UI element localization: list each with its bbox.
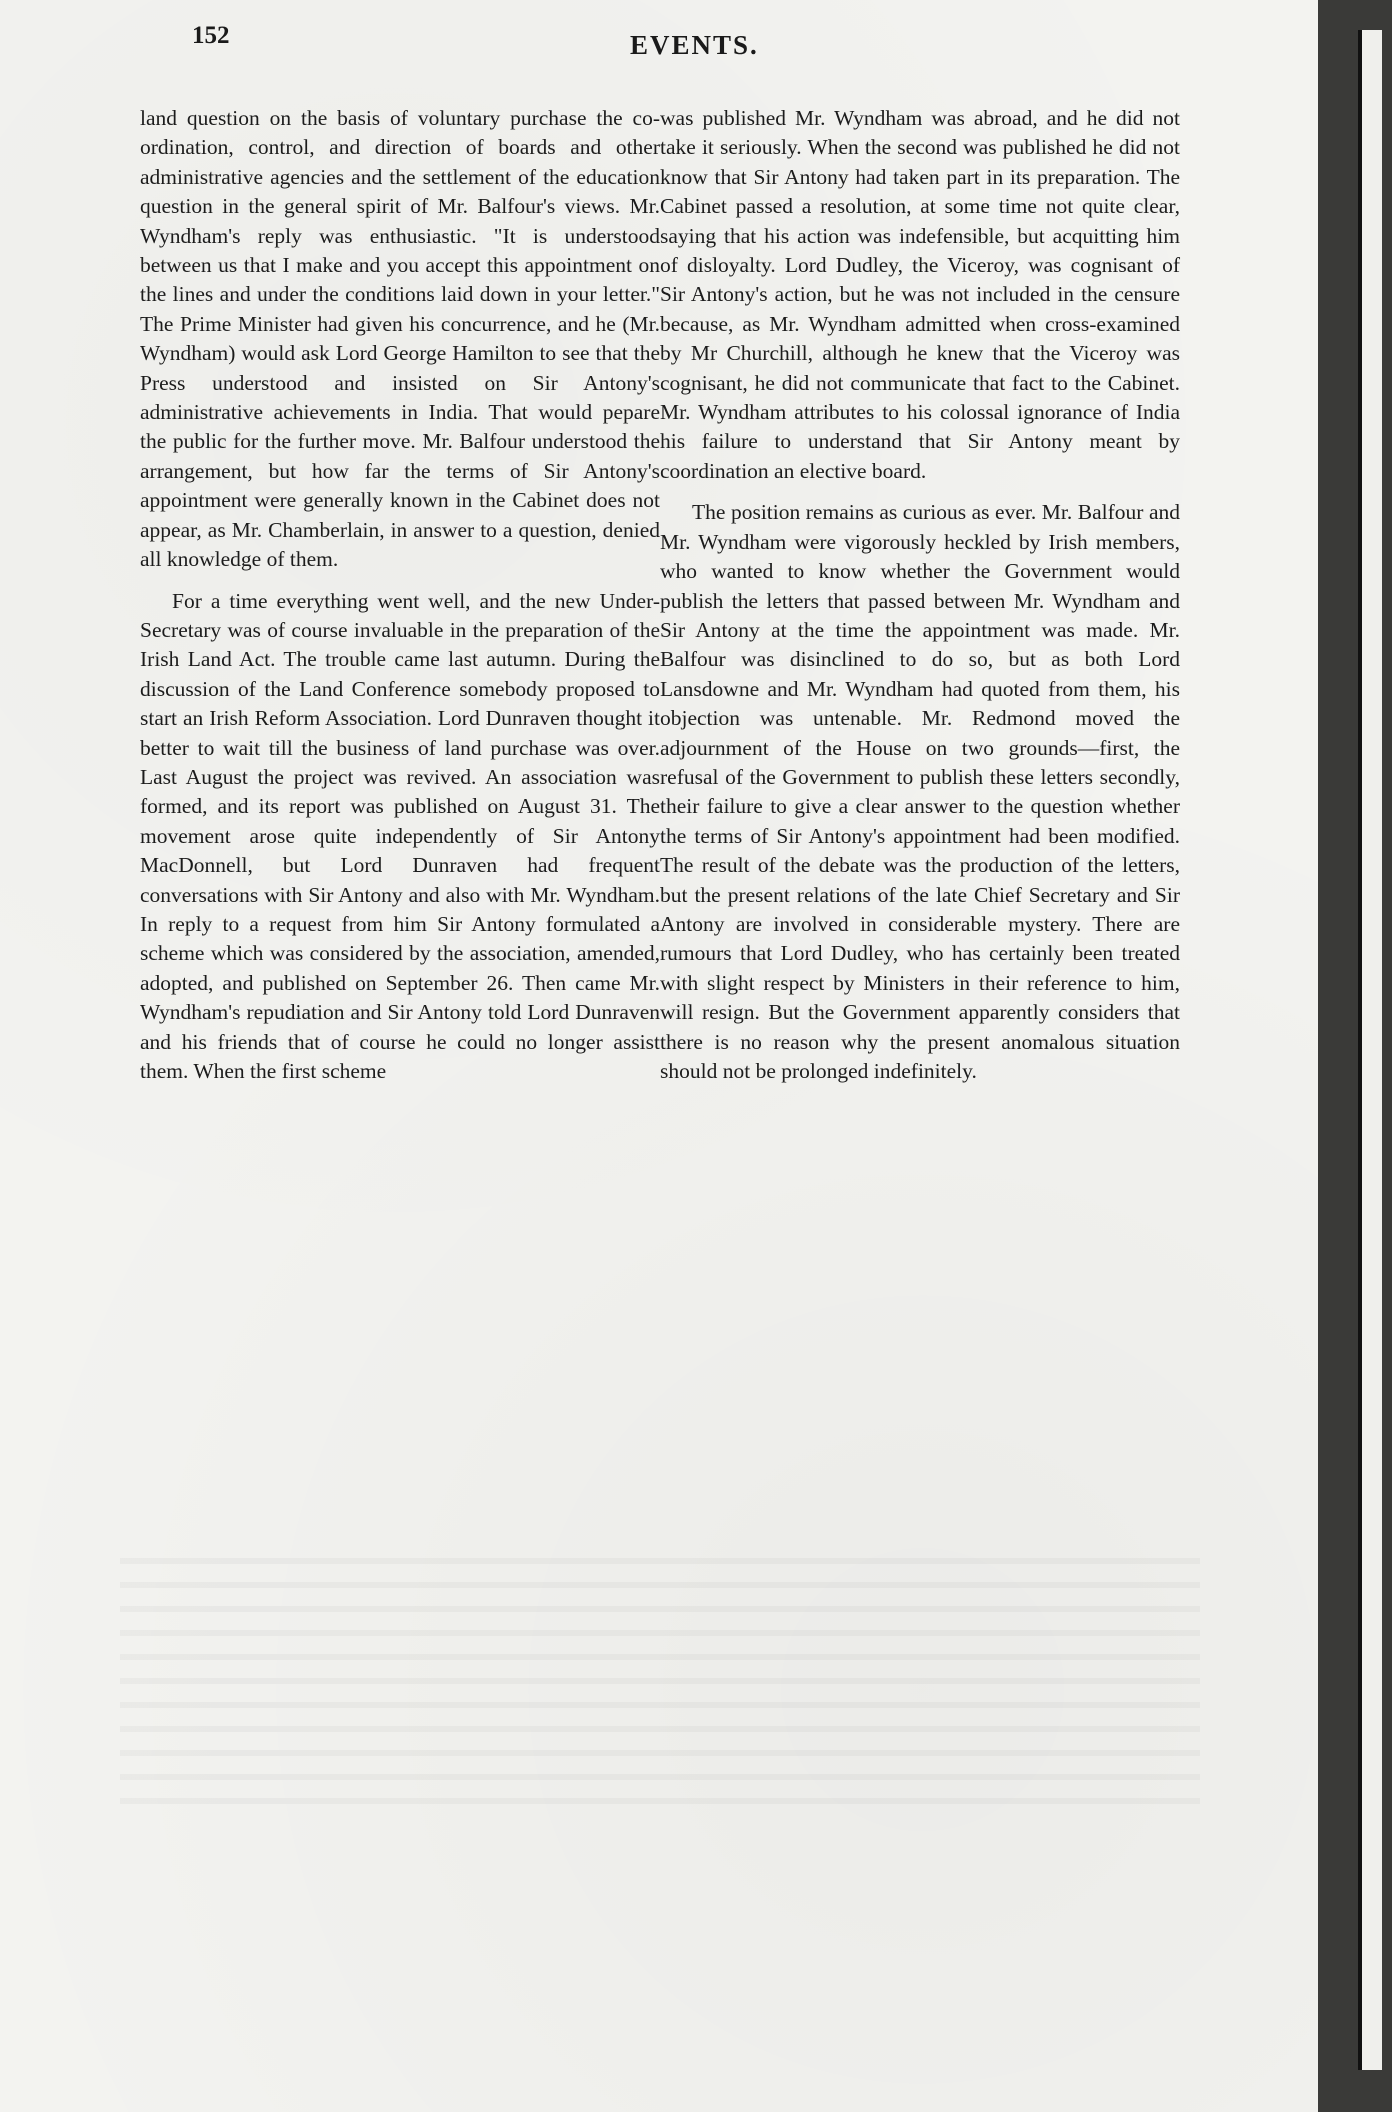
adjacent-page-edge [1358,30,1382,2070]
right-paragraph-2: The position remains as curious as ever. Mr. Balfour and Mr. Wyndham were vigorously heckled by Irish members, who wanted to know whether the Government would publish the letters that passed between Mr. Wyndham and Sir Antony at the time the appointment was made. Mr. Balfour was disinclined to do so, but as both Lord Lansdowne and Mr. Wyndham had quoted from them, his objection was untenable. Mr. Redmond moved the adjournment of the House on two grounds—first, the refusal of the Government to publish these letters secondly, their failure to give a clear answer to the question whether the terms of Sir Antony's appointment had been modified. The result of the debate was the production of the letters, but the present relations of the late Chief Secretary and Sir Antony are involved in considerable mystery. There are rumours that Lord Dudley, who has certainly been treated with slight respect by Ministers in their reference to him, will resign. But the Government apparently considers that there is no reason why the present anomalous situation should not be prolonged indefinitely. [660,500,1180,1083]
page-number: 152 [192,22,230,49]
left-column [140,104,660,1086]
left-paragraph-1: land question on the basis of voluntary purchase the co-ordination, control, and direction of boards and other administrative agencies and the settlement of the education question in the general spirit of Mr. Balfour's views. Mr. Wyndham's reply was enthusiastic. "It is understood between us that I make and you accept this appointment on the lines and under the conditions laid down in your letter." The Prime Minister had given his concurrence, and he (Mr. Wyndham) would ask Lord George Hamilton to see that the Press understood and insisted on Sir Antony's administrative achievements in India. That would pepare the public for the further move. Mr. Balfour understood the arrangement, but how far the terms of Sir Antony's appointment were generally known in the Cabinet does not appear, as Mr. Chamberlain, in answer to a question, denied all knowledge of them. [140,106,660,572]
right-column [660,104,1180,1086]
running-head: EVENTS. [630,30,759,60]
left-paragraph-2: For a time everything went well, and the new Under-Secretary was of course invaluable in the preparation of the Irish Land Act. The trouble came last autumn. During the discussion of the Land Conference somebody proposed to start an Irish Reform Association. Lord Dunraven thought it better to wait till the business of land purchase was over. Last August the project was revived. An association was formed, and its report was published on August 31. The movement arose quite independently of Sir Antony MacDonnell, but Lord Dunraven had frequent conversations with Sir Antony and also with Mr. Wyndham. In reply to a request from him Sir Antony formulated a scheme which was considered by the association, amended, adopted, and published on September 26. Then came Mr. Wyndham's repudiation and Sir Antony told Lord Dunraven and his friends that of course he could no longer assist them. When the first scheme [140,588,660,1083]
right-paragraph-1: was published Mr. Wyndham was abroad, and he did not take it seriously. When the second was published he did not know that Sir Antony had taken part in its preparation. The Cabinet passed a resolution, at some time not quite clear, saying that his action was indefensible, but acquitting him of disloyalty. Lord Dudley, the Viceroy, was cognisant of Sir Antony's action, but he was not included in the censure because, as Mr. Wyndham admitted when cross-examined by Mr Churchill, although he knew that the Viceroy was cognisant, he did not communicate that fact to the Cabinet. Mr. Wyndham attributes to his colossal ignorance of India his failure to understand that Sir Antony meant by coordination an elective board. [660,106,1180,483]
show-through-bleed [120,1540,1200,1820]
scanner-edge [1318,0,1392,2112]
